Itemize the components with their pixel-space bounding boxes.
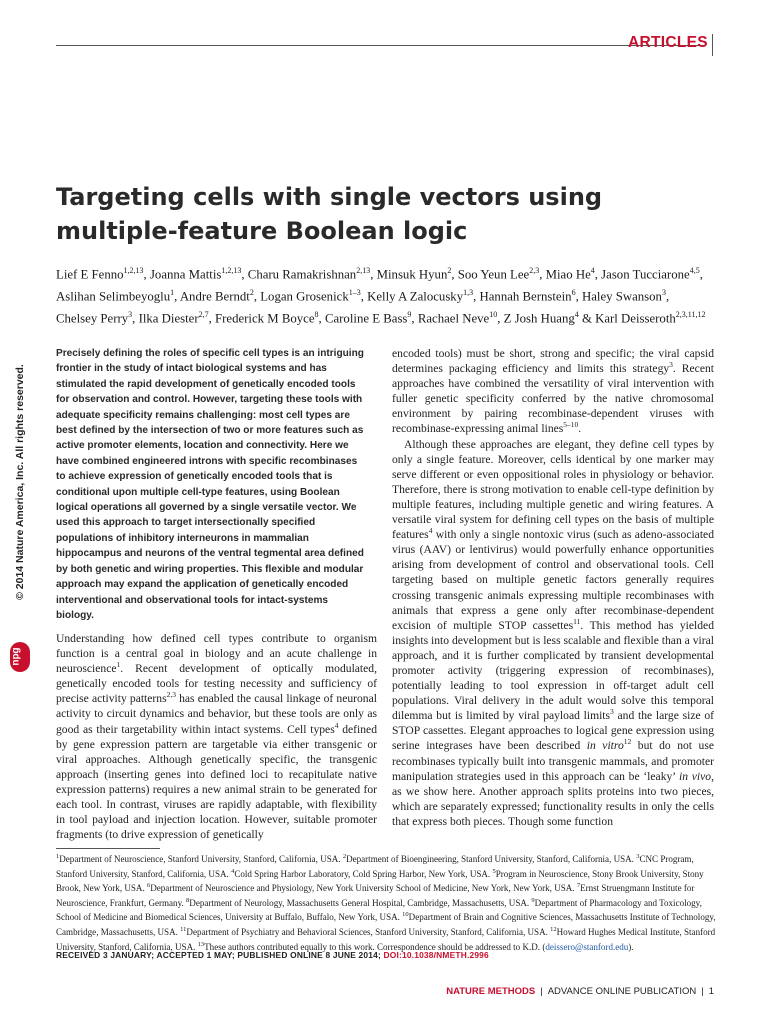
author-affiliation: 1,2,13 bbox=[221, 266, 242, 275]
reference-superscript: 6 bbox=[146, 882, 151, 890]
author-name: Logan Grosenick bbox=[260, 289, 349, 304]
author-name: Chelsey Perry bbox=[56, 310, 129, 325]
footer-separator: | bbox=[701, 986, 704, 997]
reference-superscript: 4 bbox=[334, 720, 339, 730]
author-name: Caroline E Bass bbox=[324, 310, 408, 325]
reference-superscript: 1 bbox=[56, 853, 60, 860]
reference-superscript: 12 bbox=[550, 926, 557, 934]
page-footer bbox=[446, 986, 714, 997]
body-text-left: Understanding how defined cell types contribute to organism function is a central goal in biology and an acute challenge in neuroscience$^1$. Recent development of optically modulated, genetically encoded tools for testing necessity and sufficiency of precise activity patterns$^{2,3}$ has enabled the causal linkage of neuronal activity to circuit dynamics and behavior, but these tools are only as good as their targetability within intact systems. Cell types$^4$ defined by gene expression pattern are targetable via either transgenic or viral approaches. Although genetically specific, the transgenic approach (inserting genes into defined loci to recapitulate native expression patterns) requires a new animal strain to be generated for each tool. In contrast, viruses are rapidly adaptable, with flexibility in tool payload and injection location. However, suitable promoter fragments (to drive expression of genetically bbox=[56, 632, 377, 842]
copyright-sidebar bbox=[8, 348, 32, 628]
author-name: Charu Ramakrishnan bbox=[247, 267, 357, 282]
footer-section: ADVANCE ONLINE PUBLICATION bbox=[547, 986, 697, 997]
reference-superscript: 11 bbox=[573, 616, 581, 626]
body-text-right bbox=[392, 346, 714, 829]
author-name: Frederick M Boyce bbox=[215, 310, 315, 325]
author-affiliation: 1,3 bbox=[463, 287, 474, 297]
author-affiliation: 6 bbox=[571, 287, 576, 297]
reference-superscript: 10 bbox=[402, 911, 409, 919]
journal-name: NATURE METHODS bbox=[446, 986, 536, 997]
italic-term: in vitro bbox=[586, 739, 624, 753]
footnote-rule bbox=[56, 848, 160, 849]
author-affiliation: 1–3 bbox=[348, 287, 361, 297]
author-affiliation: 1 bbox=[170, 287, 175, 297]
article-title: Targeting cells with single vectors using multiple-feature Boolean logic bbox=[56, 183, 603, 245]
reference-superscript: 2 bbox=[342, 853, 347, 860]
author-list: Lief E Fenno$^{1,2,13}$, Joanna Mattis$^{1,2,13}$, Charu Ramakrishnan$^{2,13}$, Minsuk Hyun$^2$, Soo Yeun Lee$^{2,3}$, Miao He$^4$, Jason Tucciarone$^{4,5}$, Aslihan Selimbeyoglu$^1$, Andre Berndt$^2$, Logan Grosenick$^{1-3}$, Kelly A Zalocusky$^{1,3}$, Hannah Bernstein$^6$, Haley Swanson$^3$, Chelsey Perry$^3$, Ilka Diester$^{2,7}$, Frederick M Boyce$^8$, Caroline E Bass$^9$, Rachael Neve$^{10}$, Z Josh Huang$^4$ & Karl Deisseroth$^{2,3,11,12}$ bbox=[56, 266, 706, 325]
footer-separator: | bbox=[540, 986, 543, 997]
section-tag: ARTICLES bbox=[628, 34, 708, 51]
reference-superscript: 4 bbox=[231, 867, 235, 875]
author-name: Jason Tucciarone bbox=[601, 267, 690, 282]
page-number: 1 bbox=[708, 986, 714, 997]
reference-superscript: 9 bbox=[531, 896, 535, 904]
copyright-text: © 2014 Nature America, Inc. All rights reserved. bbox=[14, 364, 26, 600]
author-name: Soo Yeun Lee bbox=[457, 267, 530, 282]
npg-logo bbox=[10, 642, 30, 672]
reference-superscript: 7 bbox=[576, 882, 581, 890]
abstract: Precisely defining the roles of specific cell types is an intriguing frontier in the study of intact biological systems and has stimulated the rapid development of genetically encoded tools for observation and control. However, targeting these tools with adequate specificity remains challenging: most cell types are best defined by the intersection of two or more features such as active promoter elements, location and connectivity. Here we have combined engineered introns with specific recombinases to achieve expression of genetically encoded tools that is conditional upon multiple cell-type features, using Boolean logical operations all governed by a single versatile vector. We used this approach to target intersectionally specified populations of inhibitory interneurons in mammalian hippocampus and neurons of the ventral tegmental area defined by both genetic and wiring properties. This flexible and modular approach may expand the application of genetically encoded interventional and observational tools for intact-systems biology. bbox=[56, 348, 364, 621]
author-affiliation: 4 bbox=[574, 309, 579, 319]
reference-superscript: 12 bbox=[623, 737, 632, 747]
author-name: Hannah Bernstein bbox=[479, 289, 572, 304]
author-name: Joanna Mattis bbox=[149, 267, 222, 282]
author-affiliation: 2,3,11,12 bbox=[675, 309, 706, 319]
author-name: Z Josh Huang bbox=[503, 310, 575, 325]
author-affiliation: 2 bbox=[249, 287, 254, 297]
author-affiliation: 3 bbox=[661, 287, 666, 297]
body-paragraph-1: encoded tools) must be short, strong and specific; the viral capsid determines packaging efficiency and limits this strategy$^3$. Recent approaches have combined the versatility of viral intervention with fuller genetic specificity conferred by the native chromosomal environment by pairing recombinase-dependent viruses with recombinase-expressing animal lines$^{5-10}$. bbox=[392, 347, 714, 436]
author-affiliation: 2 bbox=[447, 266, 452, 275]
affiliations-footnote: $^1$Department of Neuroscience, Stanford University, Stanford, California, USA. $^2$Department of Bioengineering, Stanford University, Stanford, California, USA. $^3$CNC Program, Stanford University, Stanford, California, USA. $^4$Cold Spring Harbor Laboratory, Cold Spring Harbor, New York, USA. $^5$Program in Neuroscience, Stony Brook University, Stony Brook, New York, USA. $^6$Department of Neuroscience and Physiology, New York University School of Medicine, New York, New York, USA. $^7$Ernst Struengmann Institute for Neuroscience, Frankfurt, Germany. $^8$Department of Neurology, Massachusetts General Hospital, Cambridge, Massachusetts, USA. $^9$Department of Pharmacology and Toxicology, School of Medicine and Biomedical Sciences, University at Buffalo, Buffalo, New York, USA. $^{10}$Department of Brain and Cognitive Sciences, Massachusetts Institute of Technology, Cambridge, Massachusetts, USA. $^{11}$Department of Psychiatry and Behavioral Sciences, Stanford University, Stanford, California, USA. $^{12}$Howard Hughes Medical Institute, Stanford University, Stanford, California, USA. $^{13}$These authors contributed equally to this work. Correspondence should be addressed to K.D. (deissero@stanford.edu). bbox=[56, 853, 716, 952]
author-name: Rachael Neve bbox=[417, 310, 490, 325]
author-name: Karl Deisseroth bbox=[595, 310, 676, 325]
reference-superscript: 3 bbox=[610, 707, 614, 717]
body-paragraph-2: Although these approaches are elegant, they define cell types by only a single feature. Moreover, cells identical by one marker may serve different or even oppositional roles in physiology or behavior. Therefore, there is strong motivation to enable cell-type definition by multiple features, including multiple genetic and wiring features. A versatile viral system for defining cell types on the basis of multiple features$^4$ with only a single nontoxic virus (such as adeno-associated virus (AAV) or lentivirus) would powerfully enhance opportunities arising from development of control and observational tools. Cell targeting based on multiple genetic factors generally requires crossing transgenic animals expressing multiple recombinases with animals that express a gene only after recombinase-dependent excision of multiple STOP cassettes$^{11}$. This method has yielded insights into development but is less scalable and flexible than a viral approach, and it is further complicated by transient developmental promoter activity (triggering expression of recombinases), potentially leading to tool expression in off-target adult cell populations. Viral delivery in the adult would solve this temporal dilemma but is limited by viral payload limits$^3$ and the large size of STOP cassettes. Elegant approaches to logical gene expression using serine integrases have been described in vitro$^{12}$ but do not use recombinases typically built into transgenic mammals, and promoter manipulation strategies used in this approach can be ‘leaky’ in vivo, as we show here. Another approach splits proteins into two pieces, which are separately expressed; functionality results in only the cells that express both pieces. Though some function bbox=[392, 437, 715, 828]
author-affiliation: 4 bbox=[590, 266, 595, 275]
author-affiliation: 1,2,13 bbox=[123, 266, 144, 275]
received-text: RECEIVED 3 JANUARY; ACCEPTED 1 MAY; PUBLISHED ONLINE 8 JUNE 2014; bbox=[56, 950, 384, 960]
reference-superscript: 5 bbox=[492, 867, 496, 875]
reference-superscript: 5–10 bbox=[563, 420, 579, 430]
reference-superscript: 2,3 bbox=[166, 690, 176, 700]
author-affiliation: 3 bbox=[128, 309, 133, 319]
doi-link[interactable]: DOI:10.1038/NMETH.2996 bbox=[383, 950, 489, 960]
author-name: Minsuk Hyun bbox=[376, 267, 448, 282]
author-name: Lief E Fenno bbox=[56, 267, 124, 282]
reference-superscript: 3 bbox=[669, 360, 673, 370]
author-affiliation: 2,3 bbox=[529, 266, 540, 275]
reference-superscript: 4 bbox=[428, 526, 433, 536]
italic-term: in vivo bbox=[679, 769, 712, 783]
reference-superscript: 3 bbox=[636, 853, 640, 860]
author-name: Andre Berndt bbox=[179, 289, 250, 304]
reference-superscript: 11 bbox=[180, 926, 187, 934]
reference-superscript: 8 bbox=[186, 896, 190, 904]
author-affiliation: 10 bbox=[489, 309, 498, 319]
author-affiliation: 8 bbox=[314, 309, 319, 319]
header-rule bbox=[56, 45, 706, 46]
author-name: Miao He bbox=[545, 267, 591, 282]
header-tick bbox=[712, 34, 713, 56]
author-affiliation: 2,7 bbox=[198, 309, 209, 319]
author-affiliation: 2,13 bbox=[356, 266, 371, 275]
author-name: Aslihan Selimbeyoglu bbox=[56, 289, 171, 304]
reference-superscript: 1 bbox=[116, 660, 121, 670]
correspondence-email[interactable]: deissero@stanford.edu bbox=[545, 941, 629, 952]
npg-logo-text: npg bbox=[10, 647, 22, 666]
publication-dates bbox=[56, 950, 489, 960]
author-name: Haley Swanson bbox=[581, 289, 662, 304]
author-name: Kelly A Zalocusky bbox=[367, 289, 464, 304]
reference-superscript: 13 bbox=[197, 940, 205, 948]
author-affiliation: 4,5 bbox=[689, 266, 700, 275]
author-affiliation: 9 bbox=[407, 309, 412, 319]
author-name: Ilka Diester bbox=[138, 310, 199, 325]
